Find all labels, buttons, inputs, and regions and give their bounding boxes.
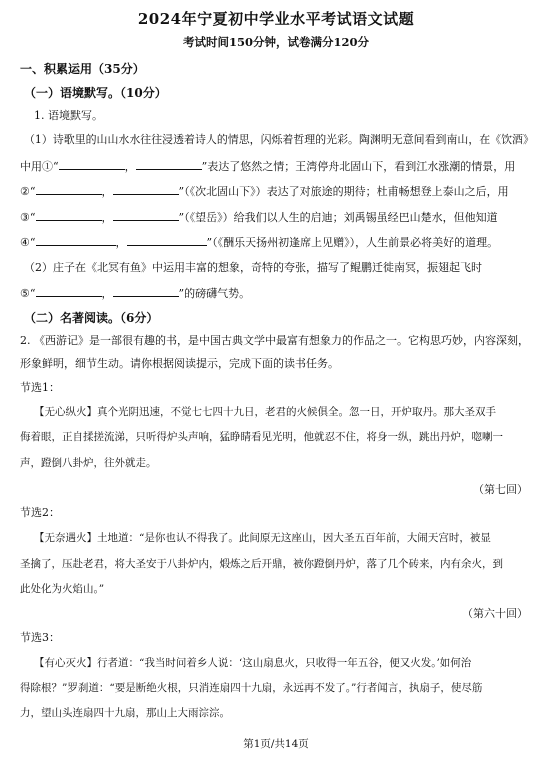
q1-line-6: （2）庄子在《北冥有鱼》中运用丰富的想象，奇特的夸张，描写了鲲鹏迁徙南冥，振翅起飞时 xyxy=(24,261,482,274)
section-heading: 一、积累运用（35分） xyxy=(20,62,145,76)
excerpt-2-line-3: 此处化为火焰山。” xyxy=(20,583,105,595)
excerpt-1-line-1: 【无心纵火】真个光阴迅速，不觉七七四十九日，老君的火候俱全。忽一日，开炉取丹。那大圣双手 xyxy=(34,406,496,418)
question-1-heading: 1. 语境默写。 xyxy=(34,109,103,122)
answer-blank[interactable] xyxy=(136,158,202,170)
excerpt-1-line-2: 侮着眼，正自揉搓流涕，只听得炉头声响，猛睁睛看见光明，他就忍不住，将身一纵，跳出丹炉，唿喇一 xyxy=(20,431,503,443)
answer-blank[interactable] xyxy=(113,209,179,221)
excerpt-3-line-3: 力，望山头连扇四十九扇，那山上大雨淙淙。 xyxy=(20,707,230,719)
answer-blank[interactable] xyxy=(113,183,179,195)
excerpt-1-source: （第七回） xyxy=(473,483,528,496)
answer-blank[interactable] xyxy=(36,209,102,221)
answer-blank[interactable] xyxy=(113,285,179,297)
exam-title: 2024年宁夏初中学业水平考试语文试题 xyxy=(137,10,415,28)
excerpt-3-label: 节选3： xyxy=(20,631,60,644)
q1-line-4: ③“ ， ”（《望岳》）给我们以人生的启迪；刘禹锡虽经巴山楚水，但他知道 xyxy=(20,211,498,224)
answer-blank[interactable] xyxy=(36,234,116,246)
page-number: 第1页/共14页 xyxy=(243,738,309,750)
q1-line-1: （1）诗歌里的山山水水往往浸透着诗人的情思，闪烁着哲理的光彩。陶渊明无意间看到南山，在《饮酒》 xyxy=(24,133,534,146)
q2-line-2: 形象鲜明，细节生动。请你根据阅读提示，完成下面的读书任务。 xyxy=(20,357,339,370)
part-heading-reading: （二）名著阅读。（6分） xyxy=(24,311,159,325)
excerpt-3-line-1: 【有心灭火】行者道：“我当时问着乡人说：‘这山扇息火，只收得一年五谷，便又火发。’如何治 xyxy=(34,657,472,669)
answer-blank[interactable] xyxy=(59,158,125,170)
q2-line-1: 2. 《西游记》是一部很有趣的书，是中国古典文学中最富有想象力的作品之一。它构思巧妙，内容深刻， xyxy=(20,334,529,347)
excerpt-2-line-1: 【无奈遇火】土地道：“是你也认不得我了。此间原无这座山，因大圣五百年前，大闹天宫时，被显 xyxy=(34,532,491,544)
answer-blank[interactable] xyxy=(36,285,102,297)
answer-blank[interactable] xyxy=(127,234,207,246)
excerpt-2-line-2: 圣擒了，压赴老君，将大圣安于八卦炉内，煅炼之后开鼎，被你蹬倒丹炉，落了几个砖来，内有余火，到 xyxy=(20,558,503,570)
excerpt-1-line-3: 声，蹬倒八卦炉，往外就走。 xyxy=(20,457,157,469)
excerpt-2-source: （第六十回） xyxy=(462,607,528,620)
excerpt-3-line-2: 得除根？”罗刹道：“要是断绝火根，只消连扇四十九扇，永远再不发了。”行者闻言，执扇子，使尽筋 xyxy=(20,682,483,694)
excerpt-1-label: 节选1： xyxy=(20,381,60,394)
exam-subtitle: 考试时间150分钟，试卷满分120分 xyxy=(182,35,369,49)
q1-line-7: ⑤“ ， ”的磅礴气势。 xyxy=(20,287,251,300)
part-heading-dictation: （一）语境默写。（10分） xyxy=(24,86,167,100)
excerpt-2-label: 节选2： xyxy=(20,506,60,519)
q1-line-5: ④“ ， ”（《酬乐天扬州初逢席上见赠》），人生前景必将美好的道理。 xyxy=(20,236,499,249)
answer-blank[interactable] xyxy=(36,183,102,195)
q1-line-3: ②“ ， ”（《次北固山下》）表达了对旅途的期待；杜甫畅想登上泰山之后，用 xyxy=(20,185,509,198)
q1-line-2: 中用①“ ， ”表达了悠然之情；王湾停舟北固山下，看到江水涨潮的情景，用 xyxy=(20,160,516,173)
